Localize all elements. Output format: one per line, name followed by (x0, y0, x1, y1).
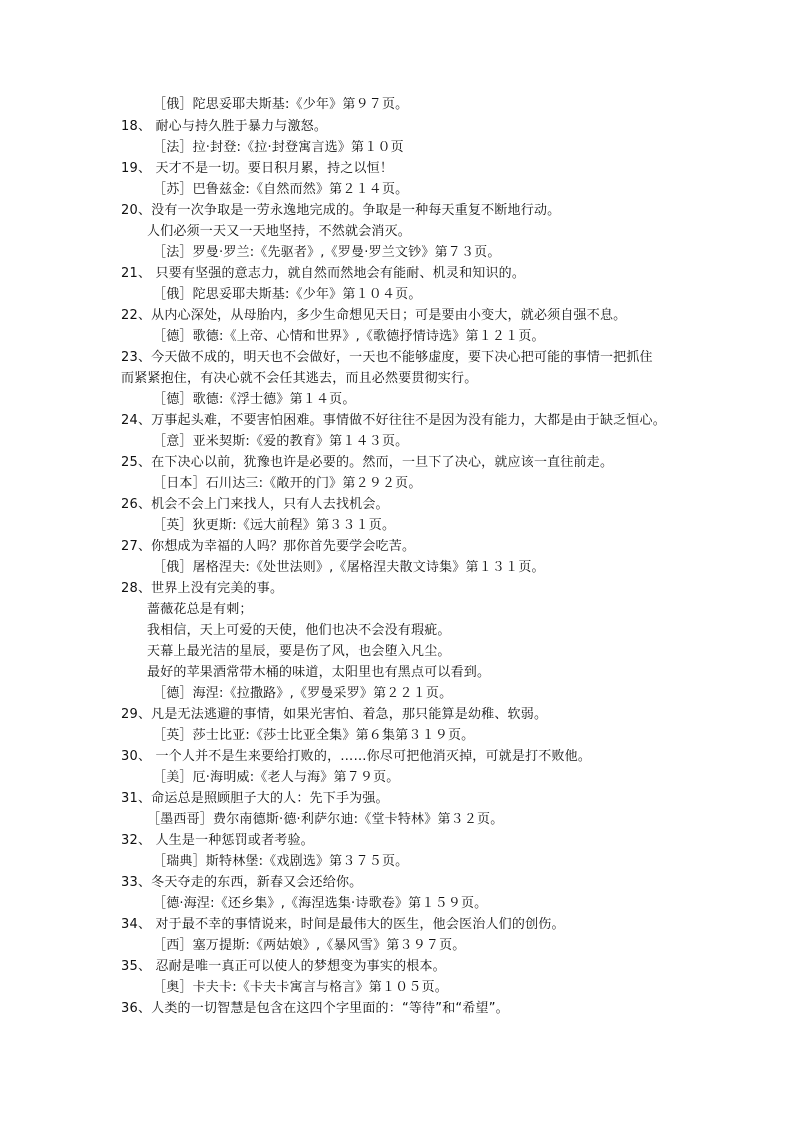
source-citation: ［墨西哥］费尔南德斯·德·利萨尔迪:《堂卡特林》第３２页。 (147, 812, 504, 827)
quote-text: 36、人类的一切智慧是包含在这四个字里面的：“等待”和“希望”。 (121, 1001, 509, 1016)
source-citation: ［美］厄·海明威:《老人与海》第７９页。 (153, 770, 400, 785)
source-citation: ［德］海涅:《拉撒路》,《罗曼采罗》第２２１页。 (153, 686, 453, 701)
quote-text: 30、 一个人并不是生来要给打败的，……你尽可把他消灭掉，可就是打不败他。 (121, 749, 592, 764)
source-citation: ［英］狄更斯:《远大前程》第３３１页。 (153, 518, 396, 533)
quote-text: 最好的苹果酒常带木桶的味道，太阳里也有黑点可以看到。 (147, 665, 491, 680)
source-citation: ［俄］陀思妥耶夫斯基:《少年》第１０４页。 (153, 287, 422, 302)
quote-text: 35、 忍耐是唯一真正可以使人的梦想变为事实的根本。 (121, 959, 446, 974)
source-citation: ［奥］卡夫卡:《卡夫卡寓言与格言》第１０５页。 (153, 980, 448, 995)
quote-text: 32、 人生是一种惩罚或者考验。 (121, 833, 314, 848)
quote-text: 蔷薇花总是有刺； (147, 602, 253, 617)
source-citation: ［德］歌德:《上帝、心情和世界》,《歌德抒情诗选》第１２１页。 (153, 329, 545, 344)
quote-text: 23、今天做不成的，明天也不会做好，一天也不能够虚度，要下决心把可能的事情一把抓住 (121, 350, 653, 365)
quote-text: 24、万事起头难，不要害怕困难。事情做不好往往不是因为没有能力，大都是由于缺乏恒心。 (121, 413, 666, 428)
quote-text: 我相信，天上可爱的天使，他们也决不会没有瑕疵。 (147, 623, 451, 638)
source-citation: ［德］歌德:《浮士德》第１４页。 (153, 392, 356, 407)
source-citation: ［德·海涅:《还乡集》,《海涅选集·诗歌卷》第１５９页。 (153, 896, 488, 911)
quote-text: 19、 天才不是一切。要日积月累，持之以恒！ (121, 161, 394, 176)
source-citation: ［俄］屠格涅夫:《处世法则》,《屠格涅夫散文诗集》第１３１页。 (153, 560, 545, 575)
source-citation: ［瑞典］斯特林堡:《戏剧选》第３７５页。 (153, 854, 409, 869)
quote-text: 28、世界上没有完美的事。 (121, 581, 284, 596)
quote-text: 20、没有一次争取是一劳永逸地完成的。争取是一种每天重复不断地行动。 (121, 203, 561, 218)
quote-text: 而紧紧抱住，有决心就不会任其逃去，而且必然要贯彻实行。 (121, 371, 478, 386)
source-citation: ［法］罗曼·罗兰:《先驱者》,《罗曼·罗兰文钞》第７３页。 (153, 245, 501, 260)
quote-text: 18、 耐心与持久胜于暴力与激怒。 (121, 119, 328, 134)
quote-text: 天幕上最光洁的星辰，要是伤了风，也会堕入凡尘。 (147, 644, 451, 659)
quote-text: 人们必须一天又一天地坚持，不然就会消灭。 (147, 224, 412, 239)
quote-text: 33、冬天夺走的东西，新春又会还给你。 (121, 875, 363, 890)
source-citation: ［英］莎士比亚:《莎士比亚全集》第６集第３１９页。 (153, 728, 475, 743)
source-citation: ［法］拉·封登:《拉·封登寓言选》第１０页 (153, 140, 404, 155)
quote-text: 25、在下决心以前，犹豫也许是必要的。然而，一旦下了决心，就应该一直往前走。 (121, 455, 614, 470)
quote-text: 31、命运总是照顾胆子大的人：先下手为强。 (121, 791, 389, 806)
source-citation: ［意］亚米契斯:《爱的教育》第１４３页。 (153, 434, 409, 449)
quote-text: 27、你想成为幸福的人吗？那你首先要学会吃苦。 (121, 539, 416, 554)
quote-text: 26、机会不会上门来找人，只有人去找机会。 (121, 497, 389, 512)
source-citation: ［苏］巴鲁兹金:《自然而然》第２１４页。 (153, 182, 409, 197)
quote-text: 29、凡是无法逃避的事情，如果光害怕、着急，那只能算是幼稚、软弱。 (121, 707, 548, 722)
source-citation: ［日本］石川达三:《敞开的门》第２９２页。 (153, 476, 422, 491)
source-citation: ［俄］陀思妥耶夫斯基:《少年》第９７页。 (153, 97, 409, 112)
quote-text: 34、 对于最不幸的事情说来，时间是最伟大的医生，他会医治人们的创伤。 (121, 917, 565, 932)
quote-text: 21、 只要有坚强的意志力，就自然而然地会有能耐、机灵和知识的。 (121, 266, 526, 281)
quote-text: 22、从内心深处，从母胎内，多少生命想见天日；可是要由小变大，就必须自强不息。 (121, 308, 627, 323)
source-citation: ［西］塞万提斯:《两姑娘》,《暴风雪》第３９７页。 (153, 938, 466, 953)
